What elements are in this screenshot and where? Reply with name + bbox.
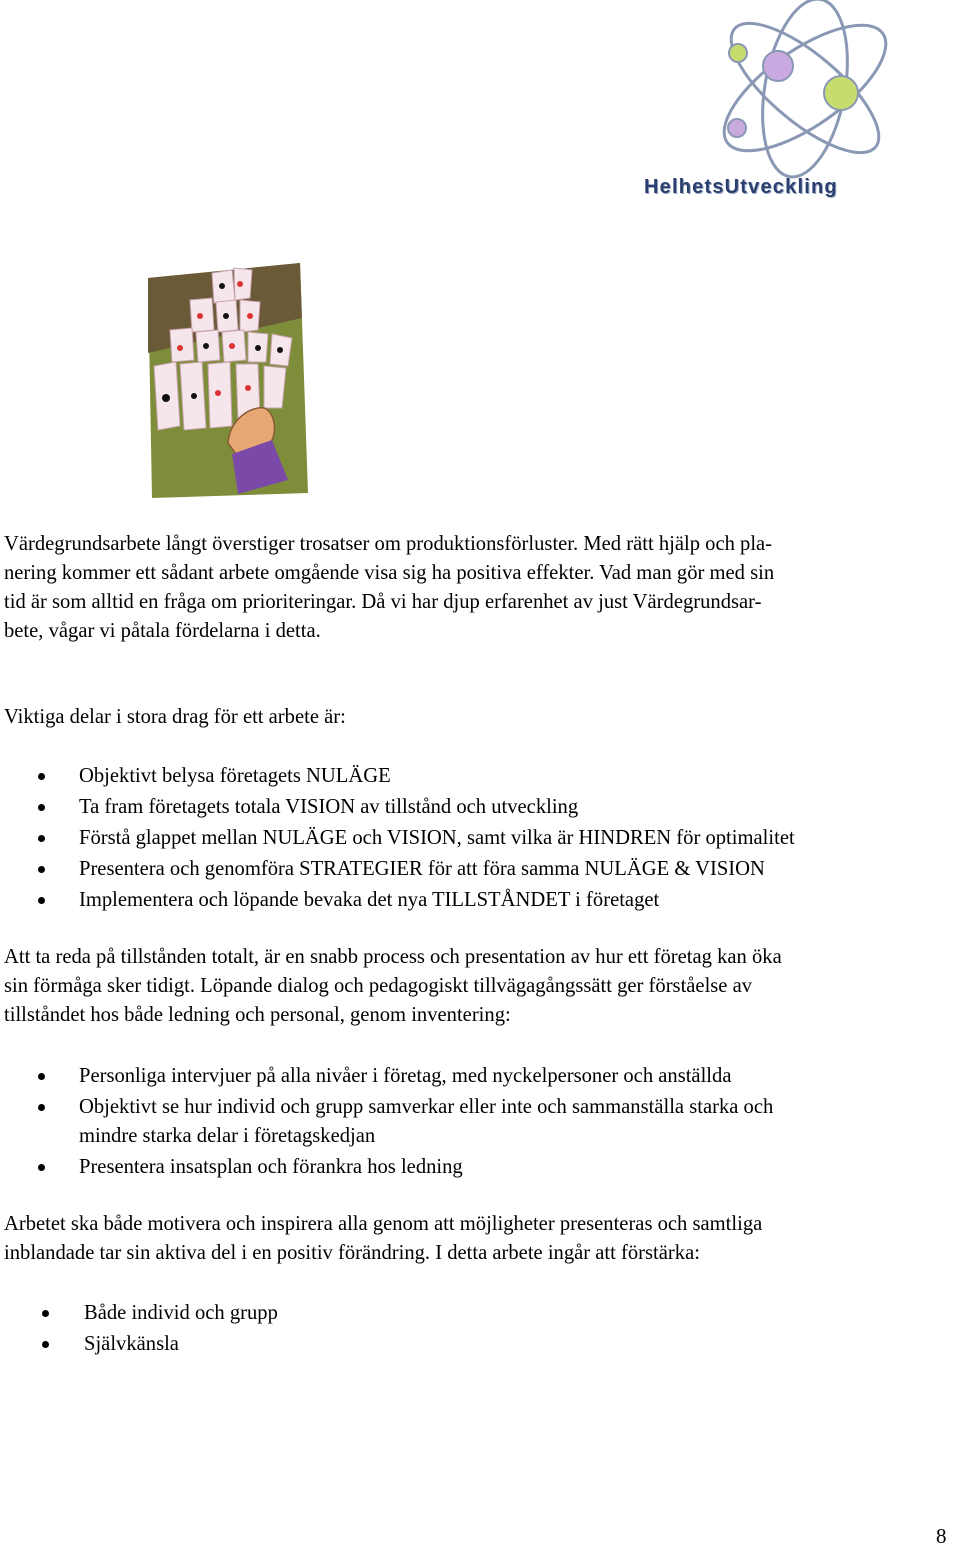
list-item-text: Presentera insatsplan och förankra hos ledning — [79, 1156, 463, 1178]
bullet-icon — [38, 897, 45, 904]
list-item-text: Självkänsla — [84, 1333, 179, 1355]
list-item-text: Både individ och grupp — [84, 1302, 278, 1324]
list-item — [0, 793, 956, 822]
bullet-icon — [42, 1310, 49, 1317]
intro-paragraph — [4, 530, 956, 646]
list-item — [0, 1299, 956, 1328]
list-item-text: Personliga intervjuer på alla nivåer i företag, med nyckelpersoner och anställda — [79, 1065, 732, 1087]
list-item-text: Ta fram företagets totala VISION av tillstånd och utveckling — [79, 796, 579, 818]
list-item — [0, 824, 956, 853]
atom-logo-icon — [640, 0, 960, 180]
bullet-icon — [38, 773, 45, 780]
section1-list — [0, 762, 956, 917]
list-item — [0, 1153, 956, 1182]
section2-line: Att ta reda på tillstånden totalt, är en snabb process och presentation av hur ett företag kan öka — [4, 946, 782, 968]
intro-line: tid är som alltid en fråga om prioriteringar. Då vi har djup erfarenhet av just Värdegrundsar- — [4, 591, 762, 613]
section2-line: tillståndet hos både ledning och personal, genom inventering: — [4, 1004, 511, 1026]
list-item — [0, 886, 956, 915]
company-logo — [640, 0, 960, 215]
section2-list — [0, 1062, 956, 1184]
list-item — [0, 1062, 956, 1091]
page-number: 8 — [936, 1524, 947, 1548]
list-item-text: Objektivt se hur individ och grupp samverkar eller inte och sammanställa starka och — [79, 1096, 774, 1118]
list-item-text: Presentera och genomföra STRATEGIER för att föra samma NULÄGE & VISION — [79, 858, 765, 880]
list-item-text: Objektivt belysa företagets NULÄGE — [79, 765, 391, 787]
intro-line: Värdegrundsarbete långt överstiger trosatser om produktionsförluster. Med rätt hjälp och pla- — [4, 533, 773, 555]
list-item — [0, 1330, 956, 1359]
list-item — [0, 762, 956, 791]
list-item — [0, 855, 956, 884]
section3-paragraph — [4, 1210, 956, 1268]
section2-paragraph — [4, 943, 956, 1030]
intro-line: bete, vågar vi påtala fördelarna i detta. — [4, 620, 321, 642]
bullet-icon — [38, 1073, 45, 1080]
section1-heading: Viktiga delar i stora drag för ett arbete är: — [4, 706, 346, 728]
section3-line: Arbetet ska både motivera och inspirera alla genom att möjligheter presenteras och samtliga — [4, 1213, 763, 1235]
list-item — [0, 1093, 956, 1151]
house-of-cards-icon — [140, 258, 315, 500]
list-item-text: Förstå glappet mellan NULÄGE och VISION, samt vilka är HINDREN för optimalitet — [79, 827, 795, 849]
bullet-icon — [38, 835, 45, 842]
bullet-icon — [38, 1164, 45, 1171]
intro-line: nering kommer ett sådant arbete omgående visa sig ha positiva effekter. Vad man gör med sin — [4, 562, 775, 584]
section3-list — [0, 1299, 956, 1361]
bullet-icon — [38, 866, 45, 873]
section2-line: sin förmåga sker tidigt. Löpande dialog och pedagogiskt tillvägagångssätt ger förståelse av — [4, 975, 753, 997]
bullet-icon — [38, 804, 45, 811]
section3-line: inblandade tar sin aktiva del i en positiv förändring. I detta arbete ingår att förstärka: — [4, 1242, 700, 1264]
bullet-icon — [42, 1341, 49, 1348]
list-item-text: mindre starka delar i företagskedjan — [79, 1125, 376, 1147]
bullet-icon — [38, 1104, 45, 1111]
list-item-text: Implementera och löpande bevaka det nya TILLSTÅNDET i företaget — [79, 889, 660, 911]
logo-text: HelhetsUtveckling — [644, 176, 838, 198]
